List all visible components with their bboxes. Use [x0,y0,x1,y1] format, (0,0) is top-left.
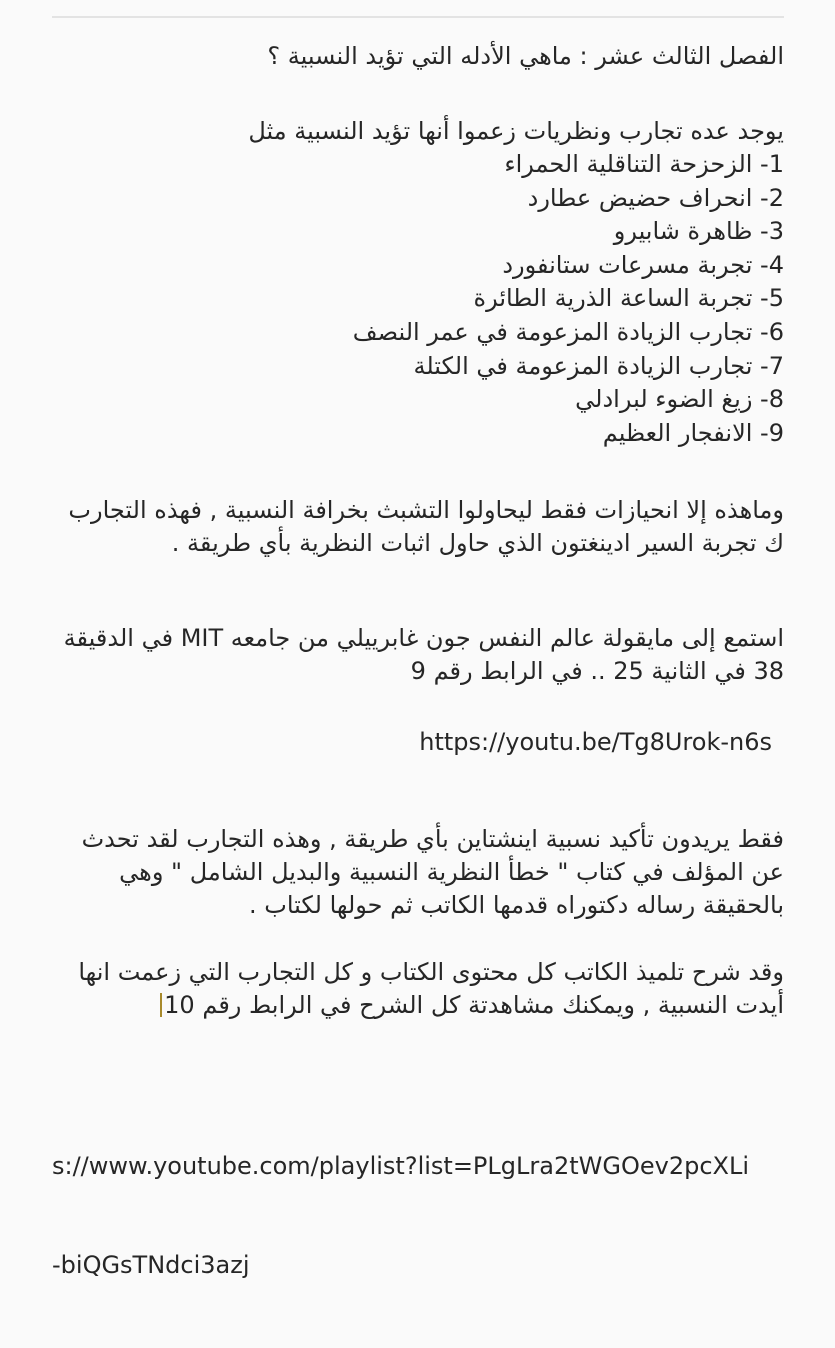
list-item: 8- زيغ الضوء لبرادلي [575,385,784,414]
paragraph-line: فقط يريدون تأكيد نسبية اينشتاين بأي طريقة , وهذه التجارب لقد تحدث [81,825,784,854]
link-line[interactable]: s://www.youtube.com/playlist?list=PLgLra2tWGOev2pcXLi [52,1152,749,1181]
link-line[interactable]: -biQGsTNdci3azj [52,1251,250,1280]
document-body [52,40,784,1348]
list-item: 7- تجارب الزيادة المزعومة في الكتلة [413,351,784,380]
playlist-link[interactable] [52,1084,784,1348]
list-item: 2- انحراف حضيض عطارد [527,183,784,212]
paragraph-line: 38 في الثانية 25 .. في الرابط رقم 9 [410,657,784,686]
paragraph-line: بالحقيقة رساله دكتوراه قدمها الكاتب ثم حولها لكتاب . [248,891,784,920]
list-item: 4- تجربة مسرعات ستانفورد [502,250,784,279]
link-number: 10 [164,991,195,1020]
chapter-heading: الفصل الثالث عشر : ماهي الأدله التي تؤيد النسبية ؟ [267,42,784,70]
paragraph-line: وماهذه إلا انحيازات فقط ليحاولوا التشبث بخرافة النسبية , فهذه التجارب [68,496,784,525]
top-divider [52,16,784,18]
list-item: 6- تجارب الزيادة المزعومة في عمر النصف [352,317,784,346]
paragraph-line[interactable] [52,989,784,1022]
listen-paragraph [52,622,784,688]
intro-line: يوجد عده تجارب ونظريات زعموا أنها تؤيد النسبية مثل [248,117,784,145]
paragraph-line: عن المؤلف في كتاب " خطأ النظرية النسبية والبديل الشامل " وهي [119,858,784,887]
paragraph-text: أيدت النسبية , ويمكنك مشاهدتة كل الشرح في الرابط رقم [202,991,784,1020]
paragraph-line: استمع إلى مايقولة عالم النفس جون غابرييلي من جامعه MIT في الدقيقة [63,624,784,653]
paragraph-line: ك تجربة السير ادينغتون الذي حاول اثبات النظرية بأي طريقة . [171,529,784,558]
list-item: 5- تجربة الساعة الذرية الطائرة [473,284,784,313]
student-paragraph [52,956,784,1022]
text-cursor [160,993,162,1017]
book-paragraph [52,823,784,922]
bias-paragraph [52,494,784,560]
evidence-list [52,148,784,450]
paragraph-line: وقد شرح تلميذ الكاتب كل محتوى الكتاب و كل التجارب التي زعمت انها [78,958,784,987]
list-item: 3- ظاهرة شابيرو [613,217,784,246]
list-item: 1- الزحزحة التناقلية الحمراء [504,150,784,178]
list-item: 9- الانفجار العظيم [602,418,784,447]
youtube-link[interactable]: https://youtu.be/Tg8Urok-n6s [419,728,772,757]
